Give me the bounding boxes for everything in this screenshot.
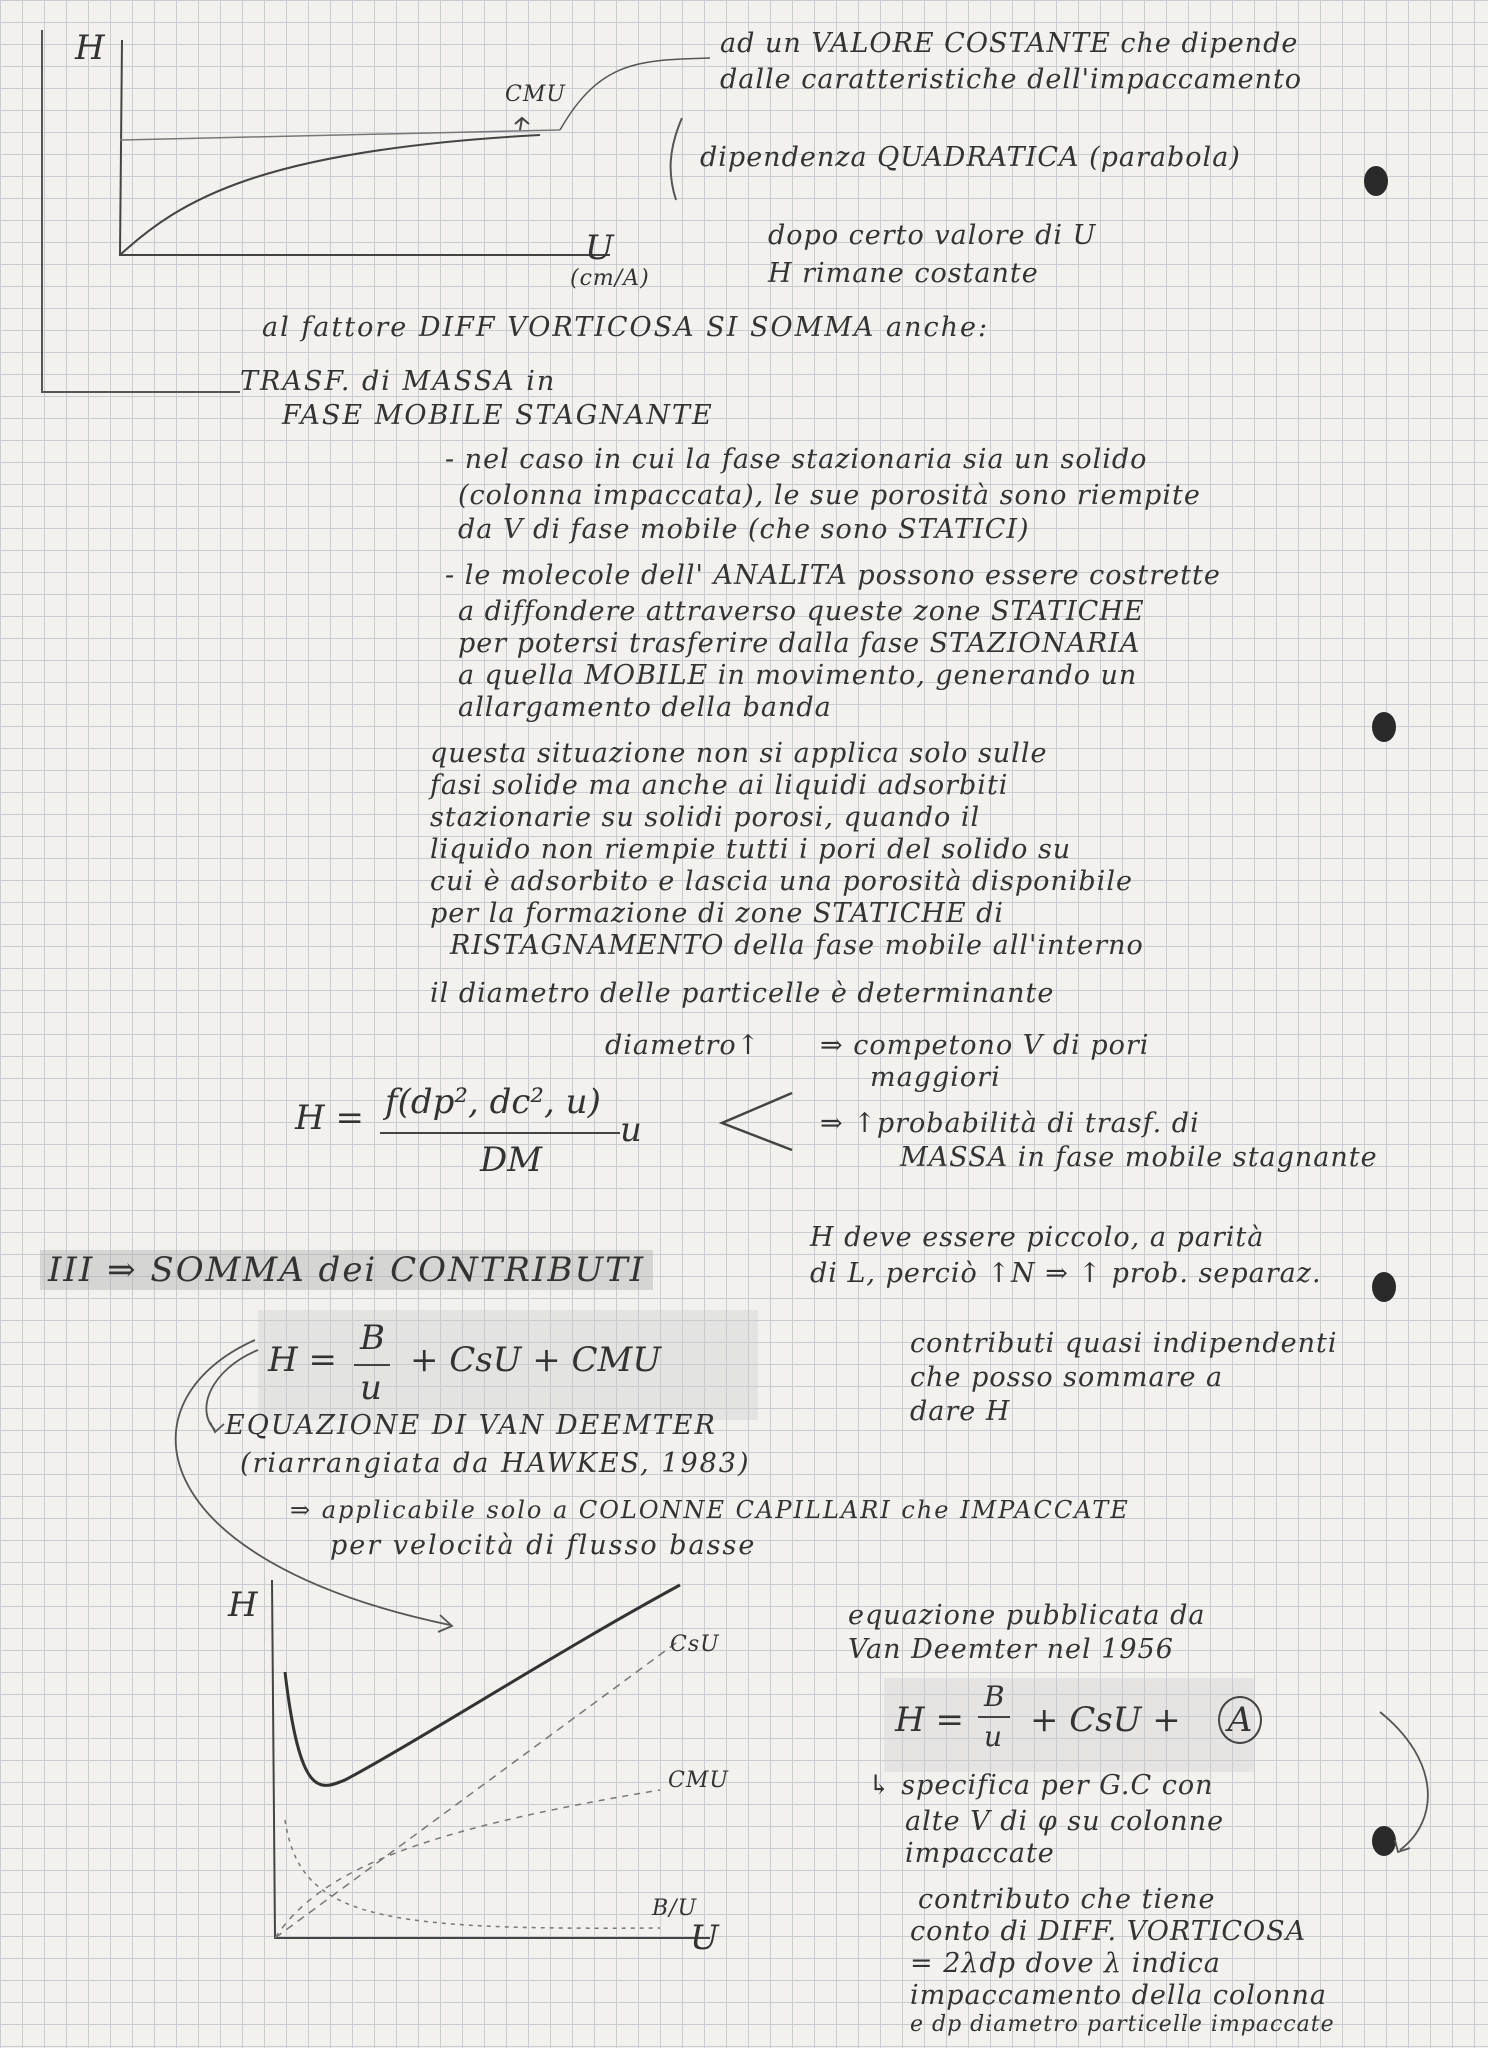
section-3-side-1: contributi quasi indipendenti: [910, 1328, 1338, 1359]
note-line-2: dalle caratteristiche dell'impaccamento: [720, 64, 1303, 95]
diameter-effect-2b: MASSA in fase mobile stagnante: [900, 1142, 1378, 1173]
diff-vorticosa-line: al fattore DIFF VORTICOSA SI SOMMA anche:: [262, 312, 990, 343]
formula-2-den: u: [360, 1368, 382, 1408]
graph-2-cs-line: [275, 1640, 680, 1938]
section-3-note-2: di L, perciò ↑N ⇒ ↑ prob. separaz.: [810, 1258, 1322, 1289]
formula-3-rest: + CsU +: [1030, 1700, 1181, 1740]
formula-3-a: A: [1218, 1696, 1262, 1744]
trasf-line-1: TRASF. di MASSA in: [240, 366, 557, 397]
diameter-effect-2: ⇒ ↑probabilità di trasf. di: [820, 1108, 1200, 1139]
bullet-line: a diffondere attraverso queste zone STATICHE: [458, 596, 1145, 627]
graph-2-cm-curve: [275, 1790, 660, 1938]
paragraph-line: per la formazione di zone STATICHE di: [430, 898, 1005, 929]
note-line-3: dipendenza QUADRATICA (parabola): [700, 142, 1241, 173]
published-contrib-3: = 2λdp dove λ indica: [910, 1948, 1221, 1979]
paragraph-line: cui è adsorbito e lascia una porosità disponibile: [430, 866, 1133, 897]
paragraph-line: fasi solide ma anche ai liquidi adsorbiti: [430, 770, 1009, 801]
published-line-1: equazione pubblicata da: [848, 1600, 1206, 1631]
graph-2-cm-label: CMU: [668, 1768, 729, 1793]
published-contrib-5: e dp diametro particelle impaccate: [910, 2012, 1335, 2037]
section-3-side-2: che posso sommare a: [910, 1362, 1224, 1393]
van-deemter-line-3: ⇒ applicabile solo a COLONNE CAPILLARI che IMPACCATE: [290, 1496, 1130, 1524]
formula-1-lhs: H =: [295, 1098, 364, 1138]
graph-1-y-label: H: [75, 28, 106, 68]
note-line-5: H rimane costante: [768, 258, 1039, 289]
graph-2-total-curve: [285, 1585, 680, 1785]
diameter-effect-1b: maggiori: [870, 1062, 1001, 1093]
formula-2-rest: + CsU + CMU: [410, 1340, 661, 1380]
bullet-line: - nel caso in cui la fase stazionaria sia un solido: [445, 444, 1148, 475]
bullet-line: - le molecole dell' ANALITA possono essere costrette: [445, 560, 1221, 591]
graph-2-cs-label: CsU: [670, 1632, 720, 1657]
formula-2-num: B: [360, 1318, 385, 1358]
graph-2-y-label: H: [228, 1585, 259, 1625]
formula-1-suffix: u: [620, 1110, 642, 1150]
paragraph-line: questa situazione non si applica solo sulle: [430, 738, 1048, 769]
graph-2-x-label: U: [690, 1918, 720, 1958]
bullet-line: da V di fase mobile (che sono STATICI): [458, 514, 1030, 545]
published-contrib-4: impaccamento della colonna: [910, 1980, 1327, 2011]
published-spec-1: ↳ specifica per G.C con: [868, 1770, 1214, 1801]
van-deemter-line-4: per velocità di flusso basse: [330, 1530, 757, 1561]
note-line-4: dopo certo valore di U: [768, 220, 1097, 251]
graph-2-b-label: B/U: [652, 1896, 698, 1921]
diameter-effect-1: ⇒ competono V di pori: [820, 1030, 1150, 1061]
graph-1-x-unit: (cm/A): [570, 266, 650, 291]
note-line-1: ad un VALORE COSTANTE che dipende: [720, 28, 1299, 59]
published-contrib-1: contributo che tiene: [918, 1884, 1216, 1915]
graph-2-b-curve: [285, 1820, 660, 1928]
published-line-2: Van Deemter nel 1956: [848, 1634, 1174, 1665]
diameter-cause: diametro↑: [605, 1030, 761, 1061]
paragraph-line: liquido non riempie tutti i pori del solido su: [430, 834, 1072, 865]
formula-3-num: B: [984, 1680, 1005, 1713]
paragraph-line: RISTAGNAMENTO della fase mobile all'interno: [450, 930, 1144, 961]
published-contrib-2: conto di DIFF. VORTICOSA: [910, 1916, 1307, 1947]
graph-2-axes: [272, 1580, 710, 1938]
bullet-line: allargamento della banda: [458, 692, 832, 723]
diameter-line: il diametro delle particelle è determinante: [430, 978, 1055, 1009]
published-spec-3: impaccate: [905, 1838, 1055, 1869]
formula-3-den: u: [984, 1720, 1003, 1753]
paragraph-line: stazionarie su solidi porosi, quando il: [430, 802, 981, 833]
van-deemter-line-1: EQUAZIONE DI VAN DEEMTER: [225, 1410, 717, 1441]
bullet-line: per potersi trasferire dalla fase STAZIONARIA: [458, 628, 1141, 659]
formula-2-lhs: H =: [268, 1340, 337, 1380]
van-deemter-line-2: (riarrangiata da HAWKES, 1983): [240, 1448, 751, 1479]
formula-1-denominator: DM: [480, 1140, 543, 1180]
published-spec-2: alte V di φ su colonne: [905, 1806, 1225, 1837]
formula-3-lhs: H =: [895, 1700, 964, 1740]
graph-1-x-label: U: [585, 228, 615, 268]
bullet-line: a quella MOBILE in movimento, generando un: [458, 660, 1138, 691]
formula-3-bar: [978, 1716, 1010, 1718]
section-3-title: III ⇒ SOMMA dei CONTRIBUTI: [40, 1250, 653, 1290]
formula-1-numerator: f(dp², dc², u): [385, 1082, 601, 1122]
bullet-line: (colonna impaccata), le sue porosità sono riempite: [458, 480, 1201, 511]
section-3-note-1: H deve essere piccolo, a parità: [810, 1222, 1265, 1253]
graph-1-curve-label: CMU: [505, 82, 566, 107]
trasf-line-2: FASE MOBILE STAGNANTE: [282, 400, 714, 431]
section-3-side-3: dare H: [910, 1396, 1011, 1427]
